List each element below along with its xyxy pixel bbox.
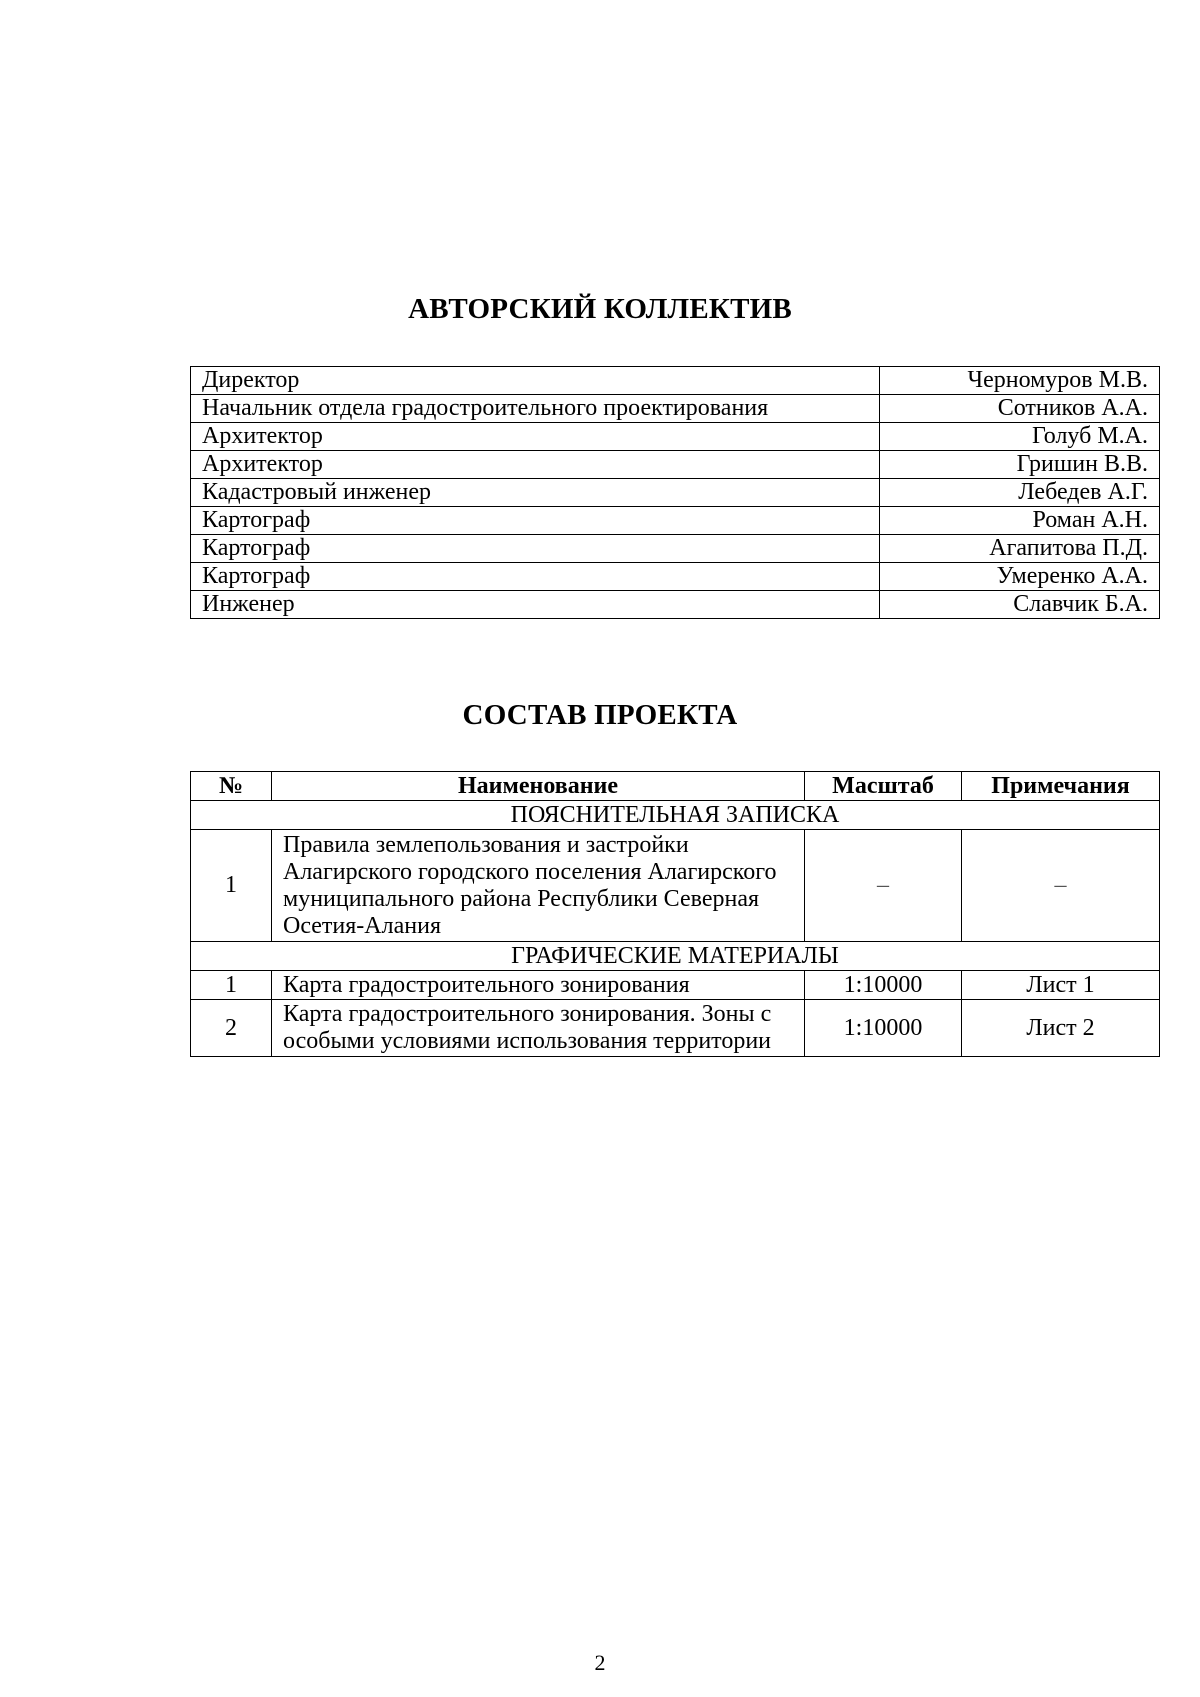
section-label: ПОЯСНИТЕЛЬНАЯ ЗАПИСКА [191, 801, 1160, 830]
authors-heading: АВТОРСКИЙ КОЛЛЕКТИВ [408, 293, 792, 325]
column-header-title: Наименование [272, 772, 805, 801]
table-row [191, 971, 1160, 1000]
section-row [191, 801, 1160, 830]
author-name: Гришин В.В. [880, 451, 1160, 479]
author-role: Директор [191, 367, 880, 395]
author-name: Черномуров М.В. [880, 367, 1160, 395]
section-row [191, 942, 1160, 971]
author-name: Умеренко А.А. [880, 563, 1160, 591]
author-role: Картограф [191, 563, 880, 591]
row-number: 1 [191, 971, 272, 1000]
table-row [191, 830, 1160, 942]
row-scale: 1:10000 [805, 1000, 962, 1057]
table-row [191, 451, 1160, 479]
column-header-scale: Масштаб [805, 772, 962, 801]
row-scale: – [805, 830, 962, 942]
author-name: Славчик Б.А. [880, 591, 1160, 619]
row-number: 2 [191, 1000, 272, 1057]
author-role: Архитектор [191, 423, 880, 451]
table-row [191, 507, 1160, 535]
author-name: Голуб М.А. [880, 423, 1160, 451]
author-role: Инженер [191, 591, 880, 619]
table-row [191, 563, 1160, 591]
row-title: Карта градостроительного зонирования [272, 971, 805, 1000]
authors-table [190, 366, 1160, 619]
table-row [191, 479, 1160, 507]
author-name: Агапитова П.Д. [880, 535, 1160, 563]
row-scale: 1:10000 [805, 971, 962, 1000]
author-name: Сотников А.А. [880, 395, 1160, 423]
author-name: Роман А.Н. [880, 507, 1160, 535]
table-row [191, 367, 1160, 395]
author-role: Кадастровый инженер [191, 479, 880, 507]
table-row [191, 1000, 1160, 1057]
column-header-num: № [191, 772, 272, 801]
table-row [191, 535, 1160, 563]
section-label: ГРАФИЧЕСКИЕ МАТЕРИАЛЫ [191, 942, 1160, 971]
row-title: Правила землепользования и застройки Алагирского городского поселения Алагирского муниципального района Республики Северная Осетия-Алания [272, 830, 805, 942]
row-note: Лист 2 [962, 1000, 1160, 1057]
row-note: Лист 1 [962, 971, 1160, 1000]
row-note: – [962, 830, 1160, 942]
author-role: Начальник отдела градостроительного проектирования [191, 395, 880, 423]
page-number: 2 [594, 1650, 606, 1675]
author-role: Архитектор [191, 451, 880, 479]
table-header-row [191, 772, 1160, 801]
composition-table [190, 771, 1160, 1057]
composition-heading: СОСТАВ ПРОЕКТА [462, 699, 738, 731]
row-number: 1 [191, 830, 272, 942]
table-row [191, 591, 1160, 619]
author-name: Лебедев А.Г. [880, 479, 1160, 507]
author-role: Картограф [191, 535, 880, 563]
author-role: Картограф [191, 507, 880, 535]
table-row [191, 423, 1160, 451]
row-title: Карта градостроительного зонирования. Зоны с особыми условиями использования территории [272, 1000, 805, 1057]
table-row [191, 395, 1160, 423]
column-header-note: Примечания [962, 772, 1160, 801]
